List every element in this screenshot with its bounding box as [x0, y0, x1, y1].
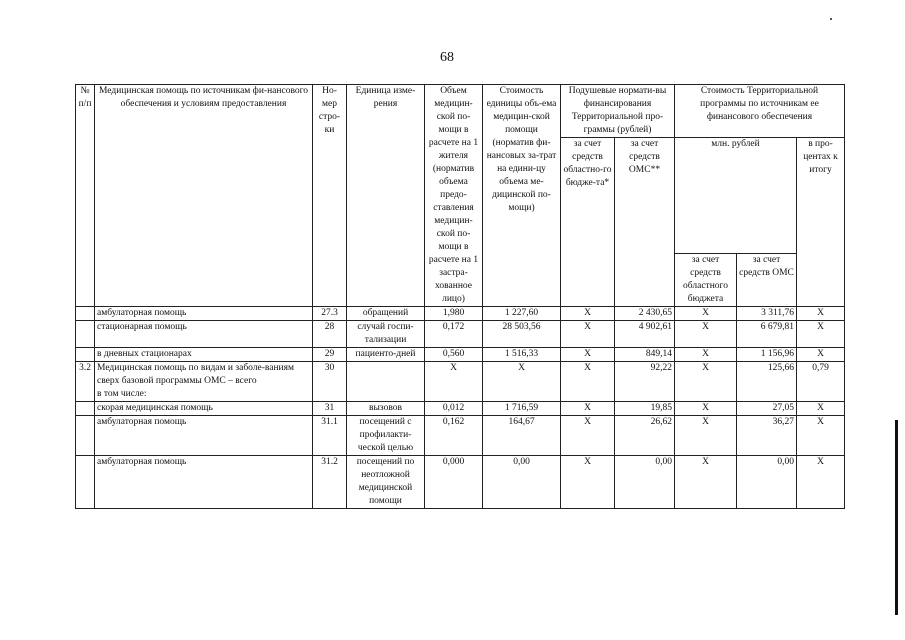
cell-mln-reg: X	[675, 456, 737, 509]
cell-pc-oms: 4 902,61	[615, 321, 675, 348]
header-care: Медицинская помощь по источникам фи-нансового обеспечения и условиям предоставления	[95, 85, 313, 307]
cell-num	[76, 402, 95, 416]
cell-pc-reg: X	[561, 362, 615, 402]
cell-pc-reg: X	[561, 307, 615, 321]
cell-unit: посещений по неотложной медицинской помощи	[347, 456, 425, 509]
cell-pct: X	[797, 416, 845, 456]
cell-pc-oms: 0,00	[615, 456, 675, 509]
cell-pct: X	[797, 456, 845, 509]
cell-num	[76, 321, 95, 348]
cell-cost: 0,00	[483, 456, 561, 509]
financing-table	[75, 84, 845, 509]
cell-pc-oms: 92,22	[615, 362, 675, 402]
table-row	[76, 456, 845, 509]
header-num: № п/п	[76, 85, 95, 307]
cell-unit: пациенто-дней	[347, 348, 425, 362]
header-pc-oms: за счет средств ОМС**	[615, 138, 675, 307]
cell-pct: 0,79	[797, 362, 845, 402]
cell-mln-oms: 27,05	[737, 402, 797, 416]
cell-row-no: 31.1	[313, 416, 347, 456]
cell-care: амбулаторная помощь	[95, 416, 313, 456]
header-unit: Единица изме-рения	[347, 85, 425, 307]
cell-num: 3.2	[76, 362, 95, 402]
header-program-cost: Стоимость Территориальной программы по источникам ее финансового обеспечения	[675, 85, 845, 138]
financing-table-wrapper	[75, 84, 845, 509]
cell-pc-oms: 849,14	[615, 348, 675, 362]
cell-cost: 1 516,33	[483, 348, 561, 362]
table-row	[76, 402, 845, 416]
cell-row-no: 29	[313, 348, 347, 362]
cell-pct: X	[797, 307, 845, 321]
table-row	[76, 362, 845, 402]
cell-num	[76, 416, 95, 456]
page-number: 68	[440, 50, 454, 65]
cell-mln-oms: 3 311,76	[737, 307, 797, 321]
cell-volume: 0,172	[425, 321, 483, 348]
header-volume: Объем медицин-ской по-мощи в расчете на 1 жителя (норматив объема предо-ставления медицин-ской по-мощи в расчете на 1 застра-хованное лицо)	[425, 85, 483, 307]
cell-pc-reg: X	[561, 348, 615, 362]
cell-volume: X	[425, 362, 483, 402]
table-row	[76, 348, 845, 362]
cell-pc-reg: X	[561, 416, 615, 456]
cell-care: скорая медицинская помощь	[95, 402, 313, 416]
cell-volume: 0,560	[425, 348, 483, 362]
cell-pc-oms: 26,62	[615, 416, 675, 456]
cell-unit: обращений	[347, 307, 425, 321]
cell-pct: X	[797, 321, 845, 348]
cell-pc-reg: X	[561, 456, 615, 509]
cell-cost: 1 716,59	[483, 402, 561, 416]
header-mln: млн. рублей	[675, 138, 797, 254]
cell-row-no: 31	[313, 402, 347, 416]
header-row-1	[76, 85, 845, 138]
cell-mln-oms: 0,00	[737, 456, 797, 509]
cell-cost: 1 227,60	[483, 307, 561, 321]
cell-unit	[347, 362, 425, 402]
cell-volume: 0,162	[425, 416, 483, 456]
cell-pct: X	[797, 348, 845, 362]
scan-speck	[830, 18, 832, 20]
header-mln-regional: за счет средств областного бюджета	[675, 254, 737, 307]
header-per-capita: Подушевые нормати-вы финансирования Территориальной про-граммы (рублей)	[561, 85, 675, 138]
header-cost: Стоимость единицы объ-ема медицин-ской помощи (норматив фи-нансовых за-трат на едини-цу объема ме-дицинской по-мощи)	[483, 85, 561, 307]
scan-edge-bar	[895, 420, 898, 615]
cell-volume: 1,980	[425, 307, 483, 321]
cell-mln-reg: X	[675, 348, 737, 362]
cell-mln-oms: 6 679,81	[737, 321, 797, 348]
cell-pct: X	[797, 402, 845, 416]
cell-row-no: 28	[313, 321, 347, 348]
cell-row-no: 31.2	[313, 456, 347, 509]
cell-mln-reg: X	[675, 307, 737, 321]
cell-cost: 28 503,56	[483, 321, 561, 348]
cell-pc-reg: X	[561, 402, 615, 416]
cell-care: Медицинская помощь по видам и заболе-ваниям сверх базовой программы ОМС – всего в том числе:	[95, 362, 313, 402]
cell-row-no: 27.3	[313, 307, 347, 321]
cell-mln-oms: 125,66	[737, 362, 797, 402]
cell-row-no: 30	[313, 362, 347, 402]
cell-mln-oms: 36,27	[737, 416, 797, 456]
cell-unit: вызовов	[347, 402, 425, 416]
cell-unit: посещений с профилакти-ческой целью	[347, 416, 425, 456]
header-pct: в про-центах к итогу	[797, 138, 845, 307]
cell-pc-reg: X	[561, 321, 615, 348]
cell-mln-reg: X	[675, 416, 737, 456]
cell-mln-reg: X	[675, 321, 737, 348]
cell-care: амбулаторная помощь	[95, 456, 313, 509]
cell-pc-oms: 19,85	[615, 402, 675, 416]
cell-mln-oms: 1 156,96	[737, 348, 797, 362]
cell-mln-reg: X	[675, 362, 737, 402]
cell-num	[76, 307, 95, 321]
cell-pc-oms: 2 430,65	[615, 307, 675, 321]
cell-volume: 0,012	[425, 402, 483, 416]
cell-num	[76, 456, 95, 509]
cell-care: стационарная помощь	[95, 321, 313, 348]
table-row	[76, 321, 845, 348]
cell-care: в дневных стационарах	[95, 348, 313, 362]
header-mln-oms: за счет средств ОМС	[737, 254, 797, 307]
table-row	[76, 416, 845, 456]
header-pc-regional: за счет средств областно-го бюдже-та*	[561, 138, 615, 307]
cell-mln-reg: X	[675, 402, 737, 416]
cell-cost: X	[483, 362, 561, 402]
cell-unit: случай госпи-тализации	[347, 321, 425, 348]
header-row-no: Но-мер стро-ки	[313, 85, 347, 307]
table-row	[76, 307, 845, 321]
cell-num	[76, 348, 95, 362]
cell-care: амбулаторная помощь	[95, 307, 313, 321]
cell-cost: 164,67	[483, 416, 561, 456]
cell-volume: 0,000	[425, 456, 483, 509]
